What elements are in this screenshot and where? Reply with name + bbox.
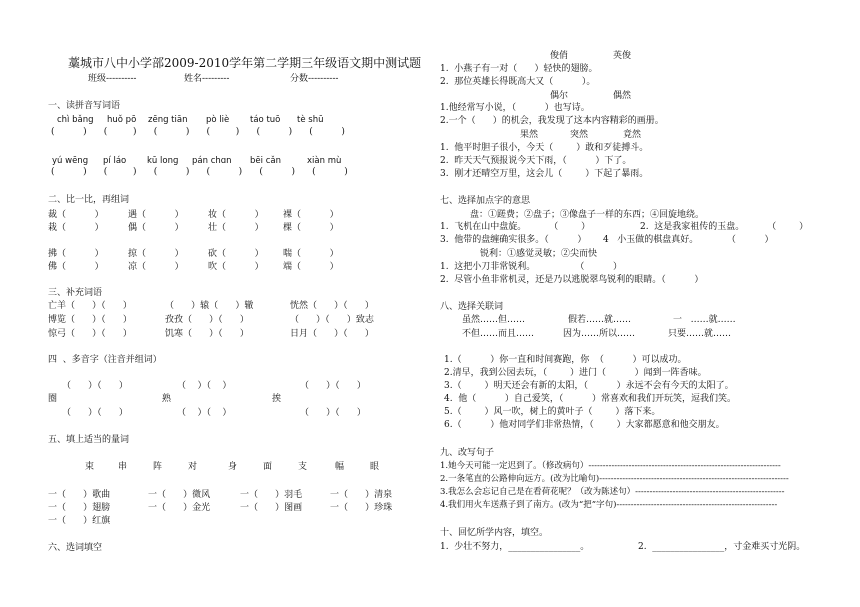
measure-word: 眼 xyxy=(370,462,380,472)
section-1-heading: 一、读拼音写词语 xyxy=(48,101,121,111)
section-2-heading: 二、比一比，再组词 xyxy=(48,195,130,205)
measure-item[interactable]: 一（ ）红旗 xyxy=(48,516,111,526)
compare-item[interactable]: 喘（ ） xyxy=(283,249,339,259)
conjunction-option: 因为……所以…… xyxy=(563,329,636,339)
name-field: 姓名--------- xyxy=(184,74,230,84)
measure-word: 束 xyxy=(85,462,95,472)
idiom-item[interactable]: 博览（ ）（ ） xyxy=(48,315,132,325)
conjunction-option: 虽然……但…… xyxy=(462,315,526,325)
compare-item[interactable]: 壮（ ） xyxy=(208,223,264,233)
pinyin: pán chɑn xyxy=(192,156,232,166)
fill-item[interactable]: 4 小玉做的棋盘真好。 （ ） xyxy=(603,235,774,245)
page-title: 藁城市八中小学部2009-2010学年第二学期三年级语文期中测试题 xyxy=(68,56,422,70)
compare-item[interactable]: 棵（ ） xyxy=(283,223,339,233)
idiom-item[interactable]: （ ）辕（ ）辙 xyxy=(165,301,254,311)
idiom-item[interactable]: 亡羊（ ）（ ） xyxy=(48,301,132,311)
compare-item[interactable]: 掠（ ） xyxy=(128,249,184,259)
rewrite-item[interactable]: 4.我们用火车送燕子到了南方。(改为“把”字句)-------------------------------------------------------- xyxy=(440,500,778,510)
fill-item[interactable]: 3. 刚才还晴空万里，这会儿（ ）下起了暴雨。 xyxy=(440,169,649,179)
fill-item[interactable]: 2. 昨天天气预报说今天下雨，（ ）下了。 xyxy=(440,156,632,166)
conjunction-option: 只要……就…… xyxy=(668,329,732,339)
fill-item[interactable]: 2. 尽管小鱼非常机灵，还是乃以逃脱翠鸟锐利的眼睛。（ ） xyxy=(440,275,704,285)
score-field: 分数---------- xyxy=(290,74,339,84)
conjunction-option: 一 ……就…… xyxy=(673,315,736,325)
polyphone-blank[interactable]: （ ）（ ） xyxy=(62,408,128,418)
measure-word: 身 xyxy=(228,462,238,472)
compare-item[interactable]: 端（ ） xyxy=(283,262,339,272)
compare-item[interactable]: 裸（ ） xyxy=(283,210,339,220)
measure-item[interactable]: 一（ ）微风 xyxy=(148,490,211,500)
idiom-item[interactable]: 恍然（ ）（ ） xyxy=(290,301,374,311)
polyphone-blank[interactable]: （ ）（ ） xyxy=(300,408,366,418)
polyphone-blank[interactable]: （ ）（ ） xyxy=(177,408,232,418)
compare-item[interactable]: 妆（ ） xyxy=(208,210,264,220)
section-7-heading: 七、选择加点字的意思 xyxy=(440,196,531,206)
word-option: 偶然 xyxy=(613,91,632,101)
compare-item[interactable]: 砍（ ） xyxy=(208,249,264,259)
word-option: 突然 xyxy=(570,130,589,140)
fill-item[interactable]: 1. 这把小刀非常锐利。 （ ） xyxy=(440,262,622,272)
definition: 盘：①蹉费；②盘子；③像盘子一样的东西；④回旋地绕。 xyxy=(470,210,705,220)
polyphone-char: 熟 xyxy=(162,394,172,404)
fill-item[interactable]: 1. 小燕子有一对（ ）轻快的翅膀。 xyxy=(440,64,598,74)
measure-item[interactable]: 一（ ）金光 xyxy=(148,503,211,513)
class-field: 班级---------- xyxy=(88,74,137,84)
idiom-item[interactable]: （ ）（ ）致志 xyxy=(290,315,374,325)
measure-item[interactable]: 一（ ）图画 xyxy=(240,503,303,513)
word-option: 果然 xyxy=(520,130,539,140)
word-option: 竟然 xyxy=(623,130,642,140)
compare-item[interactable]: 拂（ ） xyxy=(48,249,104,259)
compare-item[interactable]: 偶（ ） xyxy=(128,223,184,233)
blank-row[interactable]: ( ) ( ) ( ) ( ) ( ) ( ) xyxy=(51,167,348,177)
measure-word: 对 xyxy=(188,462,198,472)
pinyin: huǒ pō xyxy=(107,115,137,125)
pinyin: xiàn mù xyxy=(307,156,342,166)
idiom-item[interactable]: 日月（ ）（ ） xyxy=(290,329,374,339)
pinyin: bēi cǎn xyxy=(250,156,281,166)
measure-item[interactable]: 一（ ）羽毛 xyxy=(240,490,303,500)
blank-row[interactable]: ( ) ( ) ( ) ( ) ( ) ( ) xyxy=(51,127,345,137)
section-4-heading: 四 、多音字（注音并组词） xyxy=(48,355,162,365)
fill-item[interactable]: 2. 这是我家祖传的玉盘。 （ ） xyxy=(640,222,809,232)
fill-item[interactable]: 4. 他（ ）自己爱笑，（ ）常喜欢和我们开玩笑，逗我们笑。 xyxy=(444,394,737,404)
fill-item[interactable]: 1. 他平时胆子很小，今天（ ）敢和歹徒搏斗。 xyxy=(440,143,649,153)
definition: 锐利：①感觉灵敏；②尖而快 xyxy=(480,249,598,259)
pinyin: táo tuō xyxy=(250,115,281,125)
section-10-heading: 十、回忆所学内容，填空。 xyxy=(440,528,549,538)
compare-item[interactable]: 栽（ ） xyxy=(48,223,104,233)
pinyin: zēng tiān xyxy=(148,115,188,125)
pinyin: kū lonɡ xyxy=(147,156,179,166)
pinyin: chì bǎng xyxy=(57,115,94,125)
rewrite-item[interactable]: 3.我怎么会忘记自己是在看荷花呢？（改为陈述句）---------------------------------------------------- xyxy=(440,487,785,497)
fill-item[interactable]: 2. 那位英雄长得既高大又（ ）。 xyxy=(440,77,596,87)
idiom-item[interactable]: 惊弓（ ）（ ） xyxy=(48,329,132,339)
fill-item[interactable]: 3. 他带的盘缠确实很多。（ ） xyxy=(440,235,587,245)
fill-item[interactable]: 2. ________________，寸金难买寸光阴。 xyxy=(638,542,806,552)
fill-item[interactable]: 6.（ ）他对同学们非常热情，（ ）大家都愿意和他交朋友。 xyxy=(444,420,725,430)
rewrite-item[interactable]: 2.一条笔直的公路伸向远方。(改为比喻句)------------------------------------------------------------------ xyxy=(440,474,789,484)
section-5-heading: 五、填上适当的量词 xyxy=(48,435,130,445)
pinyin: tè shū xyxy=(297,115,324,125)
conjunction-option: 假若……就…… xyxy=(568,315,632,325)
measure-word: 阵 xyxy=(153,462,163,472)
pinyin: pí láo xyxy=(103,156,127,166)
section-3-heading: 三、补充词语 xyxy=(48,288,103,298)
fill-item[interactable]: 1. 飞机在山中盘旋。 （ ） xyxy=(440,222,591,232)
pinyin: yú wēng xyxy=(52,156,89,166)
fill-item[interactable]: 3.（ ）明天还会有新的太阳，（ ）永远不会有今天的太阳了。 xyxy=(444,381,734,391)
idiom-item[interactable]: 饥寒（ ）（ ） xyxy=(165,329,249,339)
section-9-heading: 九、改写句子 xyxy=(440,448,495,458)
compare-item[interactable]: 凉（ ） xyxy=(128,262,184,272)
measure-item[interactable]: 一（ ）歌曲 xyxy=(48,490,111,500)
fill-item[interactable]: 1.（ ）你一直和时间赛跑，你 （ ）可以成功。 xyxy=(444,355,687,365)
measure-item[interactable]: 一（ ）珍珠 xyxy=(330,503,393,513)
conjunction-option: 不但……而且…… xyxy=(462,329,535,339)
word-option: 英俊 xyxy=(613,51,632,61)
measure-item[interactable]: 一（ ）清泉 xyxy=(330,490,393,500)
fill-item[interactable]: 5.（ ）风一吹，树上的黄叶子（ ）落下来。 xyxy=(444,407,661,417)
word-option: 偶尔 xyxy=(550,91,569,101)
fill-item[interactable]: 1.他经常写小说，（ ）也写诗。 xyxy=(440,103,590,113)
word-option: 俊俏 xyxy=(550,51,569,61)
compare-item[interactable]: 佛（ ） xyxy=(48,262,104,272)
right-column xyxy=(430,0,860,607)
polyphone-blank[interactable]: （ ）（ ） xyxy=(62,381,128,391)
pinyin: pò liè xyxy=(206,115,230,125)
measure-word: 面 xyxy=(263,462,273,472)
fill-item[interactable]: 2.一个（ ）的机会，我发现了这本内容精彩的画册。 xyxy=(440,116,664,126)
polyphone-blank[interactable]: （ ）（ ） xyxy=(177,381,232,391)
fill-item[interactable]: 2.清早，我到公园去玩，（ ）进门（ ）闻到一阵香味。 xyxy=(444,368,707,378)
compare-item[interactable]: 裁（ ） xyxy=(48,210,104,220)
measure-word: 支 xyxy=(298,462,308,472)
measure-word: 串 xyxy=(118,462,128,472)
polyphone-char: 圈 xyxy=(48,394,58,404)
section-6-heading: 六、选词填空 xyxy=(48,543,103,553)
compare-item[interactable]: 遇（ ） xyxy=(128,210,184,220)
rewrite-item[interactable]: 1.她今天可能一定迟到了。（修改病句）------------------------------------------------------------------- xyxy=(440,461,781,471)
idiom-item[interactable]: 孜孜（ ）（ ） xyxy=(165,315,249,325)
polyphone-blank[interactable]: （ ）（ ） xyxy=(300,381,366,391)
section-8-heading: 八、选择关联词 xyxy=(440,302,504,312)
compare-item[interactable]: 吹（ ） xyxy=(208,262,264,272)
fill-item[interactable]: 1. 少壮不努力，________________。 xyxy=(440,542,590,552)
measure-item[interactable]: 一（ ）翅膀 xyxy=(48,503,111,513)
measure-word: 幅 xyxy=(335,462,345,472)
polyphone-char: 挨 xyxy=(272,394,282,404)
